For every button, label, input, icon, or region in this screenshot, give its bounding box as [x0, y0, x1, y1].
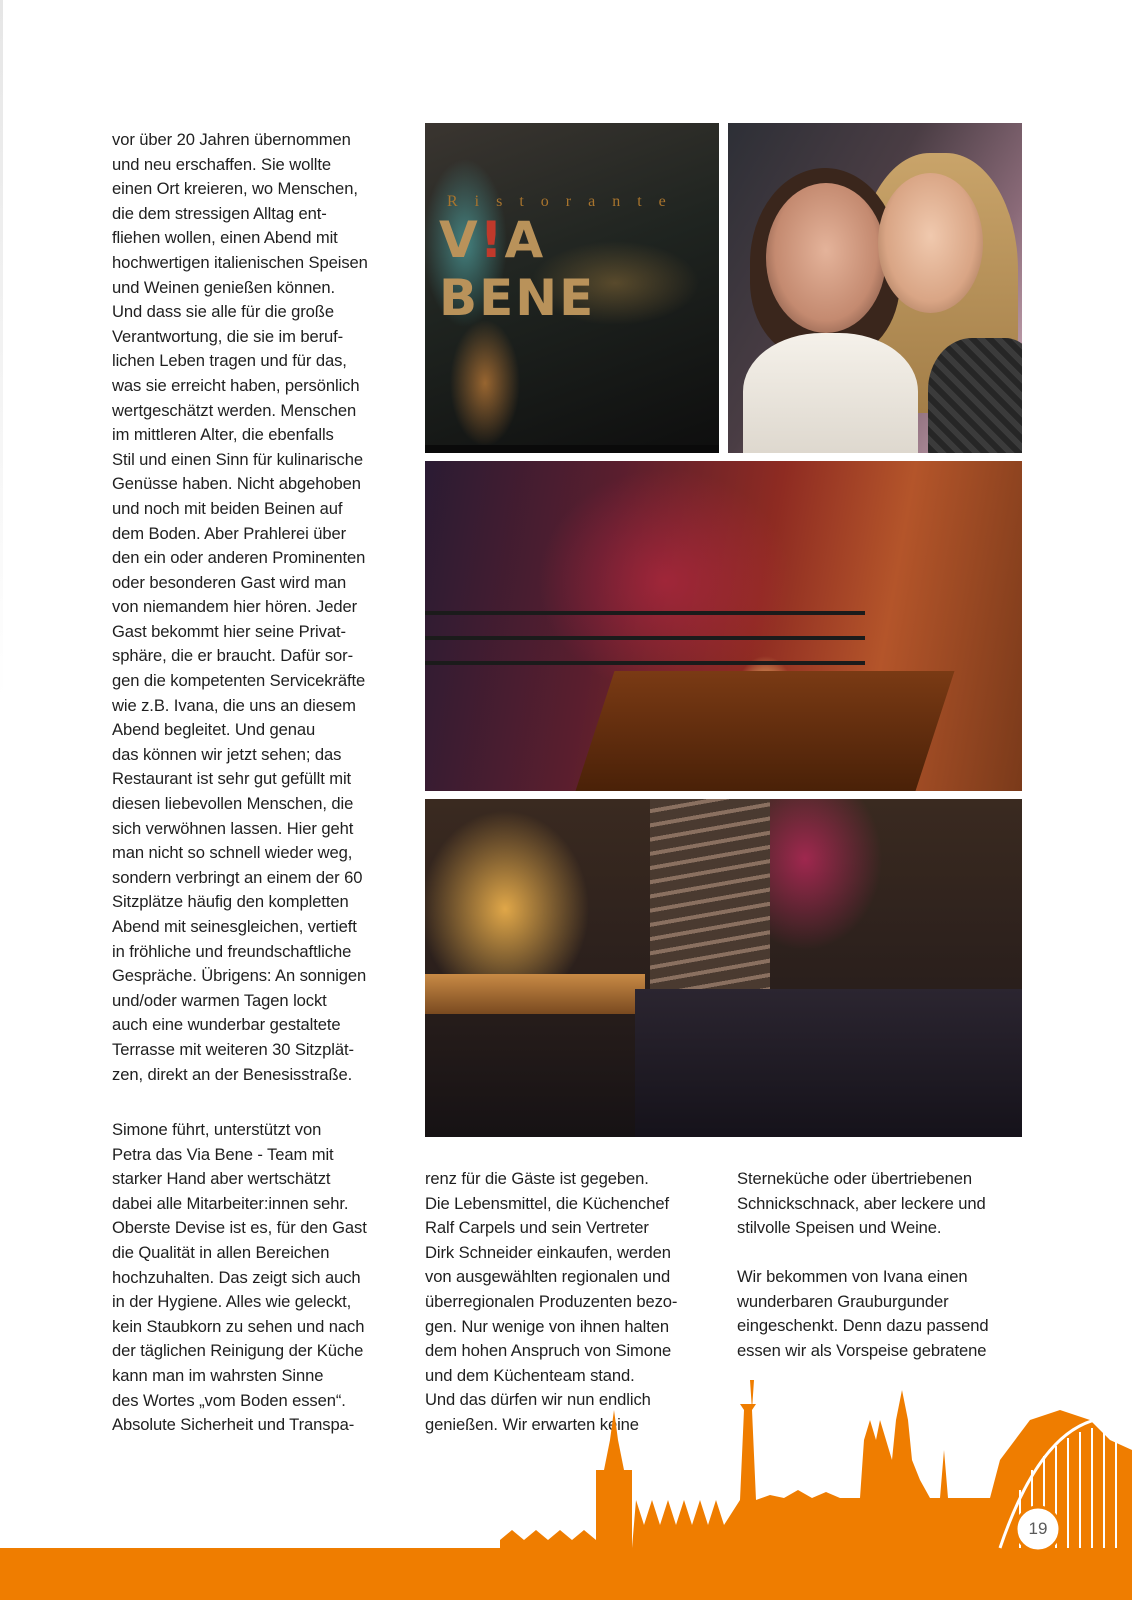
staircase	[650, 799, 770, 989]
person-face	[878, 173, 983, 313]
dining-table	[576, 671, 955, 791]
sign-ristorante: Ristorante	[447, 193, 683, 210]
photo-restaurant-sign	[425, 123, 719, 453]
sign-via-bene	[439, 211, 719, 327]
article-column-1: vor über 20 Jahren übernommen und neu erschaffen. Sie wollte einen Ort kreieren, wo Menschen, die dem stressigen Alltag ent- fliehen wollen, einen Abend mit hochwertigen italienischen Speisen und Weinen genießen können. Und dass sie alle für die große Verantwortung, die sie im beruf- lichen Leben tragen und für das, was sie erreicht haben, persönlich wertgeschätzt werden. Menschen im mittleren Alter, die ebenfalls Stil und einen Sinn für kulinarische Genüsse haben. Nicht abgehoben und noch mit beiden Beinen auf dem Boden. Aber Prahlerei über den ein oder anderen Prominenten oder besonderen Gast wird man von niemandem hier hören. Jeder Gast bekommt hier seine Privat- sphäre, die er braucht. Dafür sor- gen die kompetenten Servicekräfte wie z.B. Ivana, die uns an diesem Abend begleitet. Und genau das können wir jetzt sehen; das Restaurant ist sehr gut gefüllt mit diesen liebevollen Menschen, die sich verwöhnen lassen. Hier geht man nicht so schnell wieder weg, sondern verbringt an einem der 60 Sitzplätze häufig den kompletten Abend mit seinesgleichen, vertieft in fröhliche und freundschaftliche Gespräche. Übrigens: An sonnigen und/oder warmen Tagen lockt auch eine wunderbar gestaltete Terrasse mit weiteren 30 Sitzplät- zen, direkt an der Benesisstraße.	[112, 130, 368, 1084]
person-sweater	[928, 338, 1022, 453]
dining-area	[635, 989, 1022, 1137]
photo-dining-table	[425, 461, 1022, 791]
article-column-1-paragraph-2: Simone führt, unterstützt von Petra das Via Bene - Team mit starker Hand aber wertschätzt dabei alle Mitarbeiter:innen sehr. Oberste Devise ist es, für den Gast die Qualität in allen Bereichen hochzuhalten. Das zeigt sich auch in der Hygiene. Alles wie geleckt, kein Staubkorn zu sehen und nach der täglichen Reinigung der Küche kann man im wahrsten Sinne des Wortes „vom Boden essen“. Absolute Sicherheit und Transpa-	[112, 1120, 367, 1435]
cologne-skyline-graphic	[0, 1380, 1132, 1600]
page-number: 19	[1028, 1519, 1048, 1538]
article-column-2: renz für die Gäste ist gegeben. Die Lebensmittel, die Küchenchef Ralf Carpels und sein Vertreter Dirk Schneider einkaufen, werden von ausgewählten regionalen und überregionalen Produzenten bezo- gen. Nur wenige von ihnen halten dem hohen Anspruch von Simone und dem Küchenteam stand. Und das dürfen wir nun endlich genießen. Wir erwarten keine	[425, 1169, 678, 1434]
railing	[425, 611, 865, 615]
article-column-3-paragraph-2: Wir bekommen von Ivana einen wunderbaren Grauburgunder eingeschenkt. Denn dazu passend essen wir als Vorspeise gebratene	[737, 1267, 989, 1360]
sign-exclamation: !	[479, 211, 505, 269]
photo-two-women	[728, 123, 1022, 453]
photo-bar-interior	[425, 799, 1022, 1137]
page-edge	[0, 0, 3, 700]
bar-counter	[425, 974, 645, 1014]
sign-letters: V	[439, 211, 480, 269]
person-face	[766, 183, 886, 333]
footer-band	[0, 1548, 1132, 1600]
article-column-3: Sterneküche oder übertriebenen Schnickschnack, aber leckere und stilvolle Speisen und Weine.	[737, 1169, 986, 1238]
railing	[425, 636, 865, 640]
sign-letters-rest: A BENE	[439, 211, 596, 327]
photo-border	[425, 445, 719, 453]
railing	[425, 661, 865, 665]
person-shirt	[743, 333, 918, 453]
